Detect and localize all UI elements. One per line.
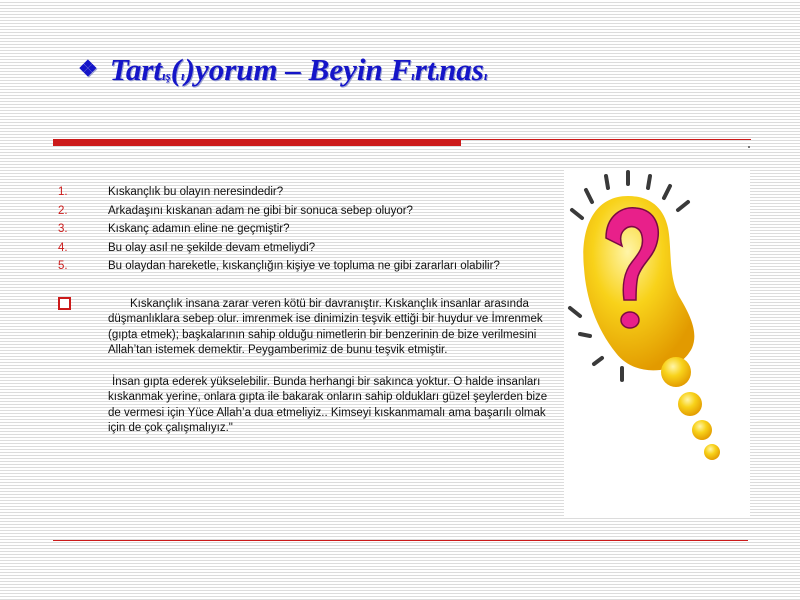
- title-part: nas: [439, 52, 484, 87]
- item-text: Bu olaydan hareketle, kıskançlığın kişiye ve topluma ne gibi zararları olabilir?: [108, 260, 500, 272]
- item-number: 5.: [58, 260, 68, 272]
- title-part: rt: [414, 52, 436, 87]
- item-text: Arkadaşını kıskanan adam ne gibi bir sonuca sebep oluyor?: [108, 204, 413, 217]
- list-item: [58, 202, 558, 221]
- title-part: Tart: [109, 52, 163, 87]
- title-divider-thin: [461, 139, 751, 140]
- item-text: Kıskanç adamın eline ne geçmiştir?: [108, 223, 290, 235]
- item-number: 4.: [58, 241, 68, 254]
- list-item: [58, 183, 558, 202]
- title-part: ı: [435, 68, 440, 83]
- title-part: ı: [181, 68, 185, 83]
- item-number: 1.: [58, 186, 68, 198]
- illustration-svg: [564, 168, 750, 516]
- list-item: [58, 257, 558, 276]
- list-item: [58, 220, 558, 239]
- footer-divider: [53, 540, 748, 541]
- item-number: 2.: [58, 204, 68, 217]
- list-item: [58, 239, 558, 258]
- slide-title: [78, 52, 488, 88]
- title-part: (: [170, 52, 182, 87]
- question-mark-thought-bubble-icon: [564, 168, 750, 516]
- question-list: [58, 183, 558, 276]
- item-number: 3.: [58, 223, 68, 235]
- title-divider-thick: [53, 139, 461, 146]
- body-paragraph: Kıskançlık insana zarar veren kötü bir davranıştır. Kıskançlık insanlar arasında düşmanlıklara sebep olur. imrenmek ise dinimizin teşvik ettiği bir huydur ve İmrenmek (gıpta etmek); başkalarının sahip olduğu nimetlerin bir benzerinin de bize verilmesini Allah’tan istemek demektir. Peygamberimiz de bunu teşvik etmiştir.: [108, 298, 543, 357]
- diamond-bullet-icon: ❖: [78, 56, 98, 81]
- square-bullet-icon: [58, 297, 71, 310]
- body-paragraph: İnsan gıpta ederek yükselebilir. Bunda herhangi bir sakınca yoktur. O halde insanları kıskanmak yerine, onlara gıpta ile bakarak onların sahip oldukları güzel şeylerden bize de vermesi için Yüce Allah’a dua etmeliyiz.. Kimseyi kıskanmamalı ama başarılı olmak için de çok çalışmalıyız.": [108, 376, 548, 435]
- item-text: Kıskançlık bu olayın neresindedir?: [108, 186, 284, 198]
- title-part: )yorum – Beyin F: [184, 52, 412, 87]
- title-part: ış: [162, 68, 171, 83]
- title-part: ı: [483, 68, 488, 83]
- divider-dot: [748, 146, 750, 148]
- item-text: Bu olay asıl ne şekilde devam etmeliydi?: [108, 241, 316, 254]
- title-part: ı: [411, 68, 415, 83]
